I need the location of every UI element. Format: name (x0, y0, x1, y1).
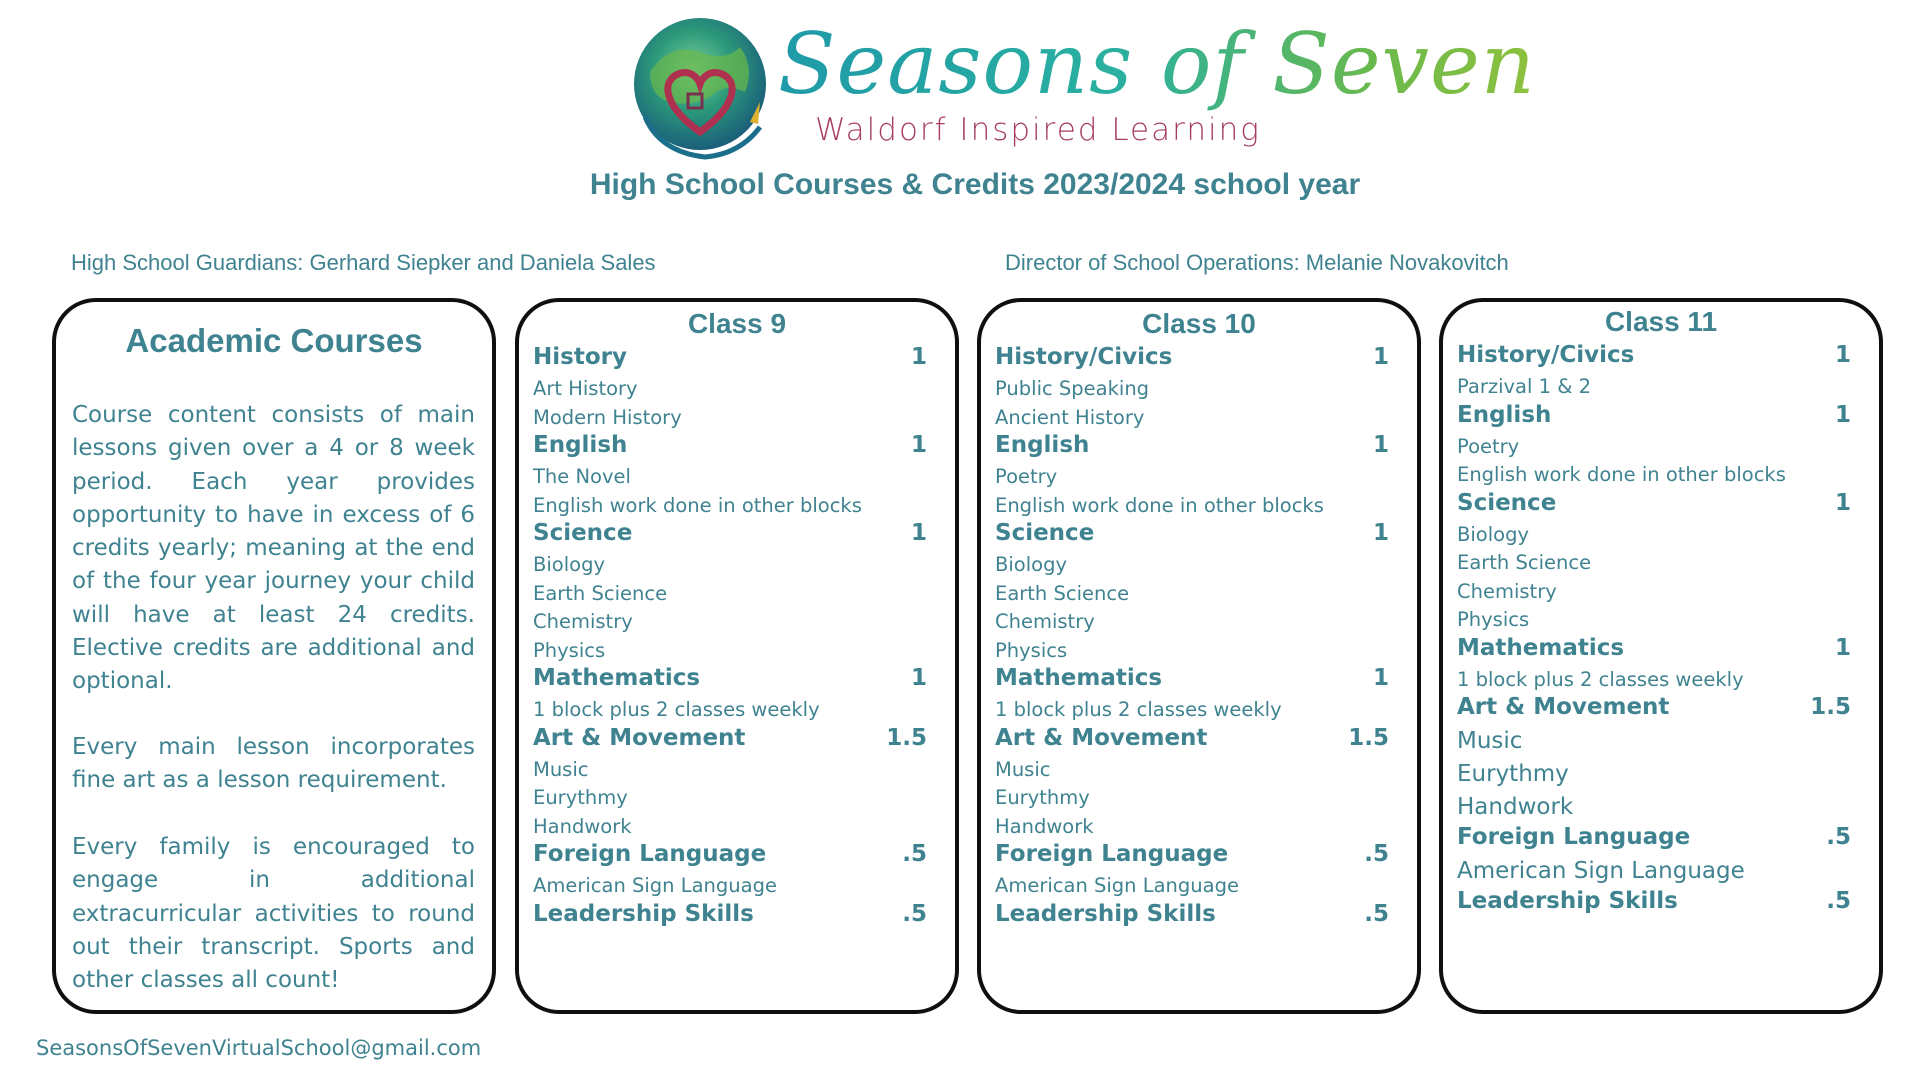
subject-list (533, 344, 927, 932)
course-item: Handwork (1457, 794, 1574, 820)
page-title: High School Courses & Credits 2023/2024 school year (589, 168, 1361, 201)
subject-list (1457, 342, 1851, 919)
subject-name: History/Civics (1457, 342, 1635, 368)
subject-credit: 1 (1834, 342, 1851, 368)
course-item: English work done in other blocks (995, 493, 1324, 517)
director-text: Director of School Operations: Melanie Novakovitch (1005, 250, 1509, 275)
subject-credit: 1 (910, 344, 927, 370)
academic-paragraph: Course content consists of main lessons given over a 4 or 8 week period. Each year provides opportunity to have in excess of 6 credits yearly; meaning at the end of the four year journey your child will have at least 24 credits. Elective credits are additional and optional. (72, 402, 475, 695)
course-item: Music (533, 757, 589, 781)
subject-row (995, 665, 1389, 696)
subject-row (1457, 824, 1851, 855)
course-item: American Sign Language (1457, 858, 1745, 884)
subject-row (995, 520, 1389, 551)
class-10-panel (977, 298, 1421, 1014)
class-11-panel (1439, 298, 1883, 1014)
course-item: Physics (533, 638, 606, 662)
subject-name: Science (533, 520, 633, 546)
subject-name: Science (1457, 489, 1557, 516)
subject-list (995, 344, 1389, 932)
subject-name: Art & Movement (533, 724, 746, 751)
class-title: Class 9 (687, 308, 787, 339)
course-item: Biology (1457, 522, 1529, 546)
subject-credit: 1.5 (1348, 724, 1389, 751)
logo (630, 12, 1536, 167)
subject-name: English (533, 432, 628, 458)
subject-row (533, 901, 927, 932)
subject-credit: 1 (1372, 520, 1389, 546)
course-item: Chemistry (995, 610, 1095, 633)
subject-credit: 1 (910, 665, 927, 691)
subject-credit: 1 (1834, 401, 1851, 428)
subject-credit: .5 (902, 900, 927, 927)
class-title: Class 11 (1604, 306, 1718, 337)
subject-row (995, 901, 1389, 932)
subject-credit: .5 (1364, 841, 1389, 867)
subject-name: Leadership Skills (1457, 888, 1678, 914)
course-item: Handwork (533, 814, 632, 838)
course-item: American Sign Language (533, 874, 777, 897)
subject-name: Mathematics (1457, 634, 1625, 661)
subject-credit: 1 (910, 432, 927, 458)
course-item: Biology (533, 553, 605, 576)
globe-heart-icon (630, 12, 775, 162)
course-item: Handwork (995, 814, 1094, 838)
course-item: English work done in other blocks (533, 493, 862, 517)
subject-name: Science (995, 520, 1095, 546)
class-title: Class 10 (1142, 308, 1256, 339)
subject-name: History (533, 344, 627, 370)
subject-credit: 1 (1372, 344, 1389, 370)
subject-name: Art & Movement (995, 724, 1208, 751)
course-item: Earth Science (1457, 551, 1592, 574)
subject-credit: .5 (1364, 900, 1389, 927)
academic-courses-panel (52, 298, 496, 1014)
academic-paragraph: Every family is encouraged to engage in additional extracurricular activities to round out their transcript. Sports and other classes all count! (72, 834, 475, 994)
subject-row (533, 520, 927, 551)
course-item: 1 block plus 2 classes weekly (533, 698, 820, 721)
course-item: Parzival 1 & 2 (1457, 375, 1592, 398)
subject-credit: .5 (1826, 824, 1851, 850)
subject-row (995, 344, 1389, 375)
subject-name: Mathematics (533, 665, 701, 691)
subject-row (533, 432, 927, 463)
subject-name: Foreign Language (533, 841, 767, 867)
course-item: Poetry (995, 465, 1058, 488)
contact-email: SeasonsOfSevenVirtualSchool@gmail.com (36, 1036, 482, 1060)
class-9-panel (515, 298, 959, 1014)
guardians-text: High School Guardians: Gerhard Siepker and Daniela Sales (71, 250, 656, 275)
subject-row (1457, 888, 1851, 919)
subject-name: Mathematics (995, 665, 1163, 691)
subject-credit: 1.5 (886, 724, 927, 751)
subject-credit: .5 (1826, 888, 1851, 914)
subject-row (533, 841, 927, 872)
subject-row (995, 841, 1389, 872)
subject-credit: .5 (902, 841, 927, 867)
course-item: 1 block plus 2 classes weekly (995, 698, 1282, 721)
academic-title: Academic Courses (125, 322, 423, 359)
course-item: Eurythmy (995, 786, 1090, 809)
subject-name: Foreign Language (995, 841, 1229, 867)
subject-name: Leadership Skills (533, 900, 754, 927)
subject-credit: 1 (910, 520, 927, 546)
course-item: Biology (995, 553, 1067, 576)
subject-credit: 1 (1372, 665, 1389, 691)
subject-name: History/Civics (995, 344, 1173, 370)
subject-credit: 1.5 (1810, 694, 1851, 720)
brand-name: Seasons of Seven (778, 15, 1536, 113)
subject-name: Leadership Skills (995, 900, 1216, 927)
subject-credit: 1 (1834, 634, 1851, 661)
subject-row (1457, 635, 1851, 666)
brand-tagline: Waldorf Inspired Learning (815, 112, 1261, 148)
course-item: Poetry (1457, 434, 1520, 458)
course-item: Earth Science (533, 581, 668, 605)
course-item: Art History (533, 377, 638, 400)
subject-name: English (995, 432, 1090, 458)
course-item: Earth Science (995, 581, 1130, 605)
subject-row (995, 725, 1389, 756)
course-item: Eurythmy (533, 786, 628, 809)
course-item: English work done in other blocks (1457, 463, 1786, 486)
course-item: Modern History (533, 405, 682, 429)
course-item: Ancient History (995, 405, 1145, 429)
course-item: Eurythmy (1457, 761, 1569, 787)
subject-row (1457, 342, 1851, 373)
subject-name: Foreign Language (1457, 824, 1691, 850)
course-item: Physics (1457, 608, 1530, 631)
course-item: Chemistry (1457, 579, 1557, 603)
course-item: Physics (995, 638, 1068, 662)
subject-name: English (1457, 401, 1552, 428)
subject-credit: 1 (1834, 489, 1851, 516)
subject-row (533, 344, 927, 375)
course-item: Music (995, 757, 1051, 781)
course-item: Public Speaking (995, 377, 1150, 400)
subject-row (1457, 402, 1851, 433)
course-item: The Novel (533, 465, 631, 488)
subject-row (1457, 490, 1851, 521)
subject-row (533, 665, 927, 696)
course-item: American Sign Language (995, 874, 1239, 897)
course-item: 1 block plus 2 classes weekly (1457, 667, 1744, 691)
subject-row (995, 432, 1389, 463)
course-item: Music (1457, 728, 1523, 754)
subject-credit: 1 (1372, 432, 1389, 458)
subject-name: Art & Movement (1457, 694, 1670, 720)
subject-row (533, 725, 927, 756)
course-item: Chemistry (533, 610, 633, 633)
subject-row (1457, 694, 1851, 725)
academic-paragraph: Every main lesson incorporates fine art as a lesson requirement. (72, 734, 475, 794)
